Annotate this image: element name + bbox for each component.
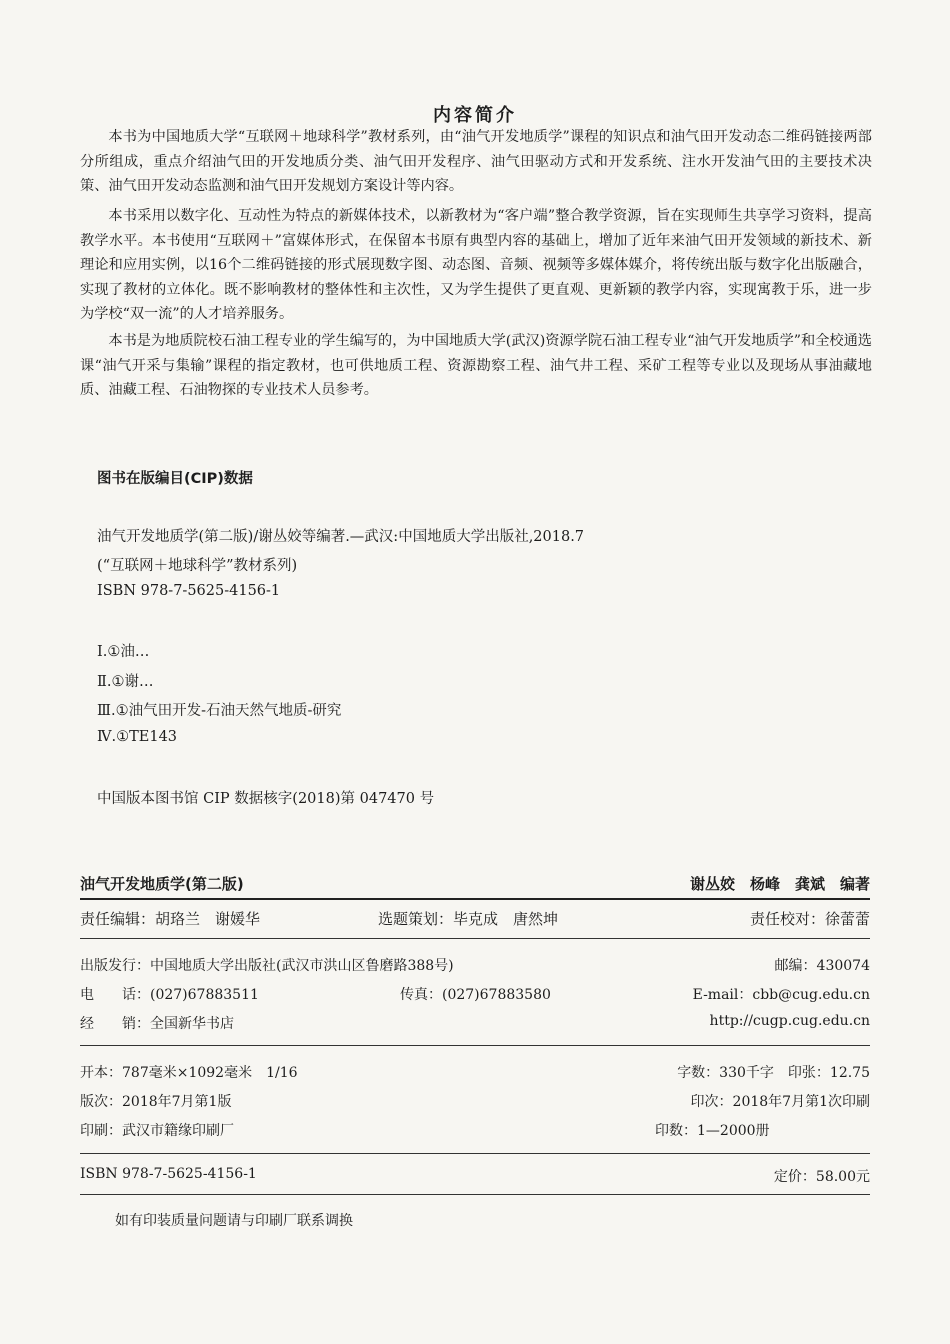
colophon-format: 开本：787毫米×1092毫米 1/16 bbox=[80, 1065, 298, 1081]
colophon-divider bbox=[80, 898, 870, 900]
colophon-divider bbox=[80, 1194, 870, 1195]
cip-subject-3: Ⅲ.①油气田开发-石油天然气地质-研究 bbox=[97, 703, 342, 719]
colophon-authors: 谢丛姣 杨峰 龚斌 编著 bbox=[689, 875, 870, 893]
colophon-printer: 印刷：武汉市籍缘印刷厂 bbox=[80, 1123, 234, 1139]
colophon-price: 定价：58.00元 bbox=[773, 1169, 870, 1185]
colophon-print-run: 印数：1—2000册 bbox=[655, 1123, 770, 1139]
cip-bib-line: 油气开发地质学(第二版)/谢丛姣等编著.—武汉:中国地质大学出版社,2018.7 bbox=[97, 529, 585, 545]
colophon-planner: 选题策划：毕克成 唐然坤 bbox=[378, 910, 559, 928]
colophon-website: http://cugp.cug.edu.cn bbox=[709, 1013, 870, 1029]
colophon-fax: 传真：(027)67883580 bbox=[400, 987, 551, 1003]
cip-subject-2: Ⅱ.①谢… bbox=[97, 674, 154, 690]
intro-paragraph-1: 本书为中国地质大学“互联网＋地球科学”教材系列，由“油气开发地质学”课程的知识点和油气田开发动态二维码链接两部分所组成，重点介绍油气田的开发地质分类、油气田开发程序、油气田驱动方式和开发系统、注水开发油气田的主要技术决策、油气田开发动态监测和油气田开发规划方案设计等内容。 bbox=[80, 129, 872, 194]
colophon-divider bbox=[80, 938, 870, 939]
colophon-distributor: 经 销：全国新华书店 bbox=[80, 1016, 234, 1032]
colophon-proofreader: 责任校对：徐蕾蕾 bbox=[749, 910, 870, 928]
colophon-phone: 电 话：(027)67883511 bbox=[80, 987, 259, 1003]
colophon-book-title: 油气开发地质学(第二版) bbox=[80, 875, 244, 893]
footer-note: 如有印装质量问题请与印刷厂联系调换 bbox=[115, 1213, 353, 1229]
intro-paragraph-2: 本书采用以数字化、互动性为特点的新媒体技术，以新教材为“客户端”整合教学资源，旨在实现师生共享学习资料，提高教学水平。本书使用“互联网＋”富媒体形式，在保留本书原有典型内容的基础上，增加了近年来油气田开发领域的新技术、新理论和应用实例，以16个二维码链接的形式展现数字图、动态图、音频、视频等多媒体媒介，将传统出版与数字化出版融合，实现了教材的立体化。既不影响教材的整体性和主次性，又为学生提供了更直观、更新颖的教学内容，实现寓教于乐，进一步为学校“双一流”的人才培养服务。 bbox=[80, 208, 872, 322]
colophon-editor: 责任编辑：胡珞兰 谢媛华 bbox=[80, 910, 261, 928]
colophon-publisher: 出版发行：中国地质大学出版社(武汉市洪山区鲁磨路388号) bbox=[80, 958, 454, 974]
colophon-edition: 版次：2018年7月第1版 bbox=[80, 1094, 232, 1110]
cip-record-line: 中国版本图书馆 CIP 数据核字(2018)第 047470 号 bbox=[97, 791, 435, 807]
cip-series-line: (“互联网＋地球科学”教材系列) bbox=[97, 558, 298, 574]
colophon-divider bbox=[80, 1153, 870, 1154]
colophon-impression: 印次：2018年7月第1次印刷 bbox=[690, 1094, 870, 1110]
colophon-email: E-mail：cbb@cug.edu.cn bbox=[692, 987, 870, 1003]
cip-isbn-line: ISBN 978-7-5625-4156-1 bbox=[97, 583, 281, 599]
colophon-isbn: ISBN 978-7-5625-4156-1 bbox=[80, 1166, 257, 1182]
colophon-word-count: 字数：330千字 印张：12.75 bbox=[677, 1065, 870, 1081]
colophon-postcode: 邮编：430074 bbox=[774, 958, 870, 974]
cip-subject-4: Ⅳ.①TE143 bbox=[97, 729, 178, 745]
colophon-divider bbox=[80, 1045, 870, 1046]
intro-title: 内容简介 bbox=[433, 105, 517, 126]
cip-subject-1: Ⅰ.①油… bbox=[97, 644, 150, 660]
intro-paragraph-3: 本书是为地质院校石油工程专业的学生编写的，为中国地质大学(武汉)资源学院石油工程专业“油气开发地质学”和全校通选课“油气开采与集输”课程的指定教材，也可供地质工程、资源勘察工程、油气井工程、采矿工程等专业以及现场从事油藏地质、油藏工程、石油物探的专业技术人员参考。 bbox=[80, 333, 872, 398]
cip-heading: 图书在版编目(CIP)数据 bbox=[97, 471, 253, 487]
